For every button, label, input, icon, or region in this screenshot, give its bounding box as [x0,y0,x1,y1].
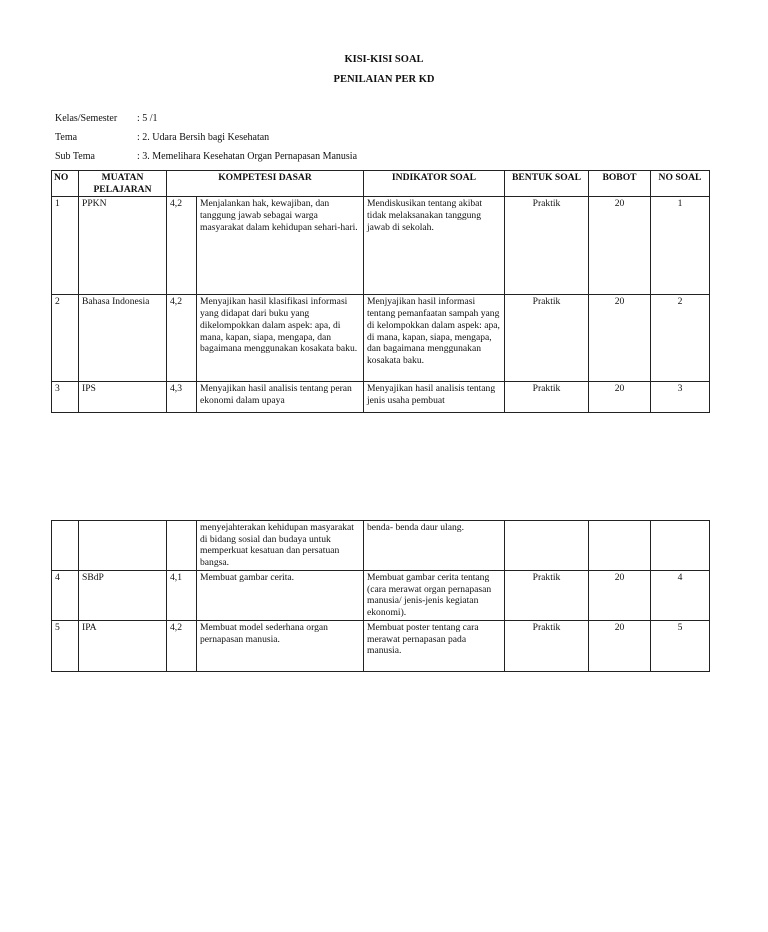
header-bentuk: BENTUK SOAL [505,171,589,197]
cell-no: 1 [52,197,79,295]
table-row [52,382,710,413]
meta-subtema [55,151,357,162]
cell-indikator: Membuat gambar cerita tentang (cara merawat organ pernapasan manusia/ jenis-jenis kegiatan ekonomi). [364,571,505,621]
cell-kd-no: 4,2 [167,295,197,382]
cell-no: 2 [52,295,79,382]
header-no: NO [52,171,79,197]
cell-nosoal: 2 [651,295,710,382]
cell-kd-no: 4,1 [167,571,197,621]
header-muatan: MUATAN PELAJARAN [79,171,167,197]
meta-kelas [55,113,158,124]
cell-muatan: IPA [79,621,167,672]
kisi-kisi-table [51,170,710,413]
cell-nosoal: 1 [651,197,710,295]
cell-indikator: benda- benda daur ulang. [364,521,505,571]
meta-tema [55,132,269,143]
cell-kd: Menyajikan hasil klasifikasi informasi yang didapat dari buku yang dikelompokkan dalam aspek: apa, di mana, kapan, siapa, mengapa, dan bagaimana menggunakan kosakata baku. [197,295,364,382]
document-subtitle: PENILAIAN PER KD [333,74,435,85]
cell-indikator: Menjyajikan hasil informasi tentang pemanfaatan sampah yang di kelompokkan dalam aspek: apa, di mana, kapan, siapa, mengapa, dan bagaimana menggunakan kosakata baku. [364,295,505,382]
cell-nosoal: 3 [651,382,710,413]
cell-muatan [79,521,167,571]
tema-label: Tema [55,132,78,143]
cell-indikator: Menyajikan hasil analisis tentang jenis usaha pembuat [364,382,505,413]
cell-kd-no [167,521,197,571]
cell-no: 3 [52,382,79,413]
cell-kd-no: 4,2 [167,197,197,295]
cell-bentuk: Praktik [505,382,589,413]
cell-kd: Menyajikan hasil analisis tentang peran ekonomi dalam upaya [197,382,364,413]
cell-bentuk: Praktik [505,571,589,621]
cell-indikator: Membuat poster tentang cara merawat pernapasan pada manusia. [364,621,505,672]
header-indikator: INDIKATOR SOAL [364,171,505,197]
cell-nosoal: 4 [651,571,710,621]
cell-nosoal [651,521,710,571]
header-bobot: BOBOT [589,171,651,197]
kelas-label: Kelas/Semester [55,113,118,124]
table-row [52,295,710,382]
cell-muatan: IPS [79,382,167,413]
cell-nosoal: 5 [651,621,710,672]
tema-value: : 2. Udara Bersih bagi Kesehatan [137,132,270,143]
cell-muatan: PPKN [79,197,167,295]
table-header-row [52,171,710,197]
cell-bobot [589,521,651,571]
cell-bobot: 20 [589,295,651,382]
cell-no [52,521,79,571]
cell-bobot: 20 [589,621,651,672]
cell-bentuk: Praktik [505,295,589,382]
cell-bentuk: Praktik [505,621,589,672]
cell-bobot: 20 [589,382,651,413]
cell-kd: menyejahterakan kehidupan masyarakat di bidang sosial dan budaya untuk memperkuat kesatuan dan persatuan bangsa. [197,521,364,571]
cell-muatan: SBdP [79,571,167,621]
cell-bobot: 20 [589,197,651,295]
cell-kd: Menjalankan hak, kewajiban, dan tanggung jawab sebagai warga masyarakat dalam kehidupan sehari-hari. [197,197,364,295]
cell-kd: Membuat model sederhana organ pernapasan manusia. [197,621,364,672]
cell-indikator: Mendiskusikan tentang akibat tidak melaksanakan tanggung jawab di sekolah. [364,197,505,295]
table-row [52,621,710,672]
table-row [52,521,710,571]
header-nosoal: NO SOAL [651,171,710,197]
cell-bentuk [505,521,589,571]
cell-no: 5 [52,621,79,672]
cell-bentuk: Praktik [505,197,589,295]
cell-muatan: Bahasa Indonesia [79,295,167,382]
kisi-kisi-table-continued [51,520,710,672]
cell-kd: Membuat gambar cerita. [197,571,364,621]
table-row [52,571,710,621]
document-title: KISI-KISI SOAL [344,54,424,65]
header-kompetensi: KOMPETESI DASAR [167,171,364,197]
kelas-value: : 5 /1 [137,113,158,124]
cell-kd-no: 4,2 [167,621,197,672]
table-row [52,197,710,295]
cell-bobot: 20 [589,571,651,621]
subtema-label: Sub Tema [55,151,95,162]
cell-no: 4 [52,571,79,621]
subtema-value: : 3. Memelihara Kesehatan Organ Pernapasan Manusia [137,151,358,162]
cell-kd-no: 4,3 [167,382,197,413]
